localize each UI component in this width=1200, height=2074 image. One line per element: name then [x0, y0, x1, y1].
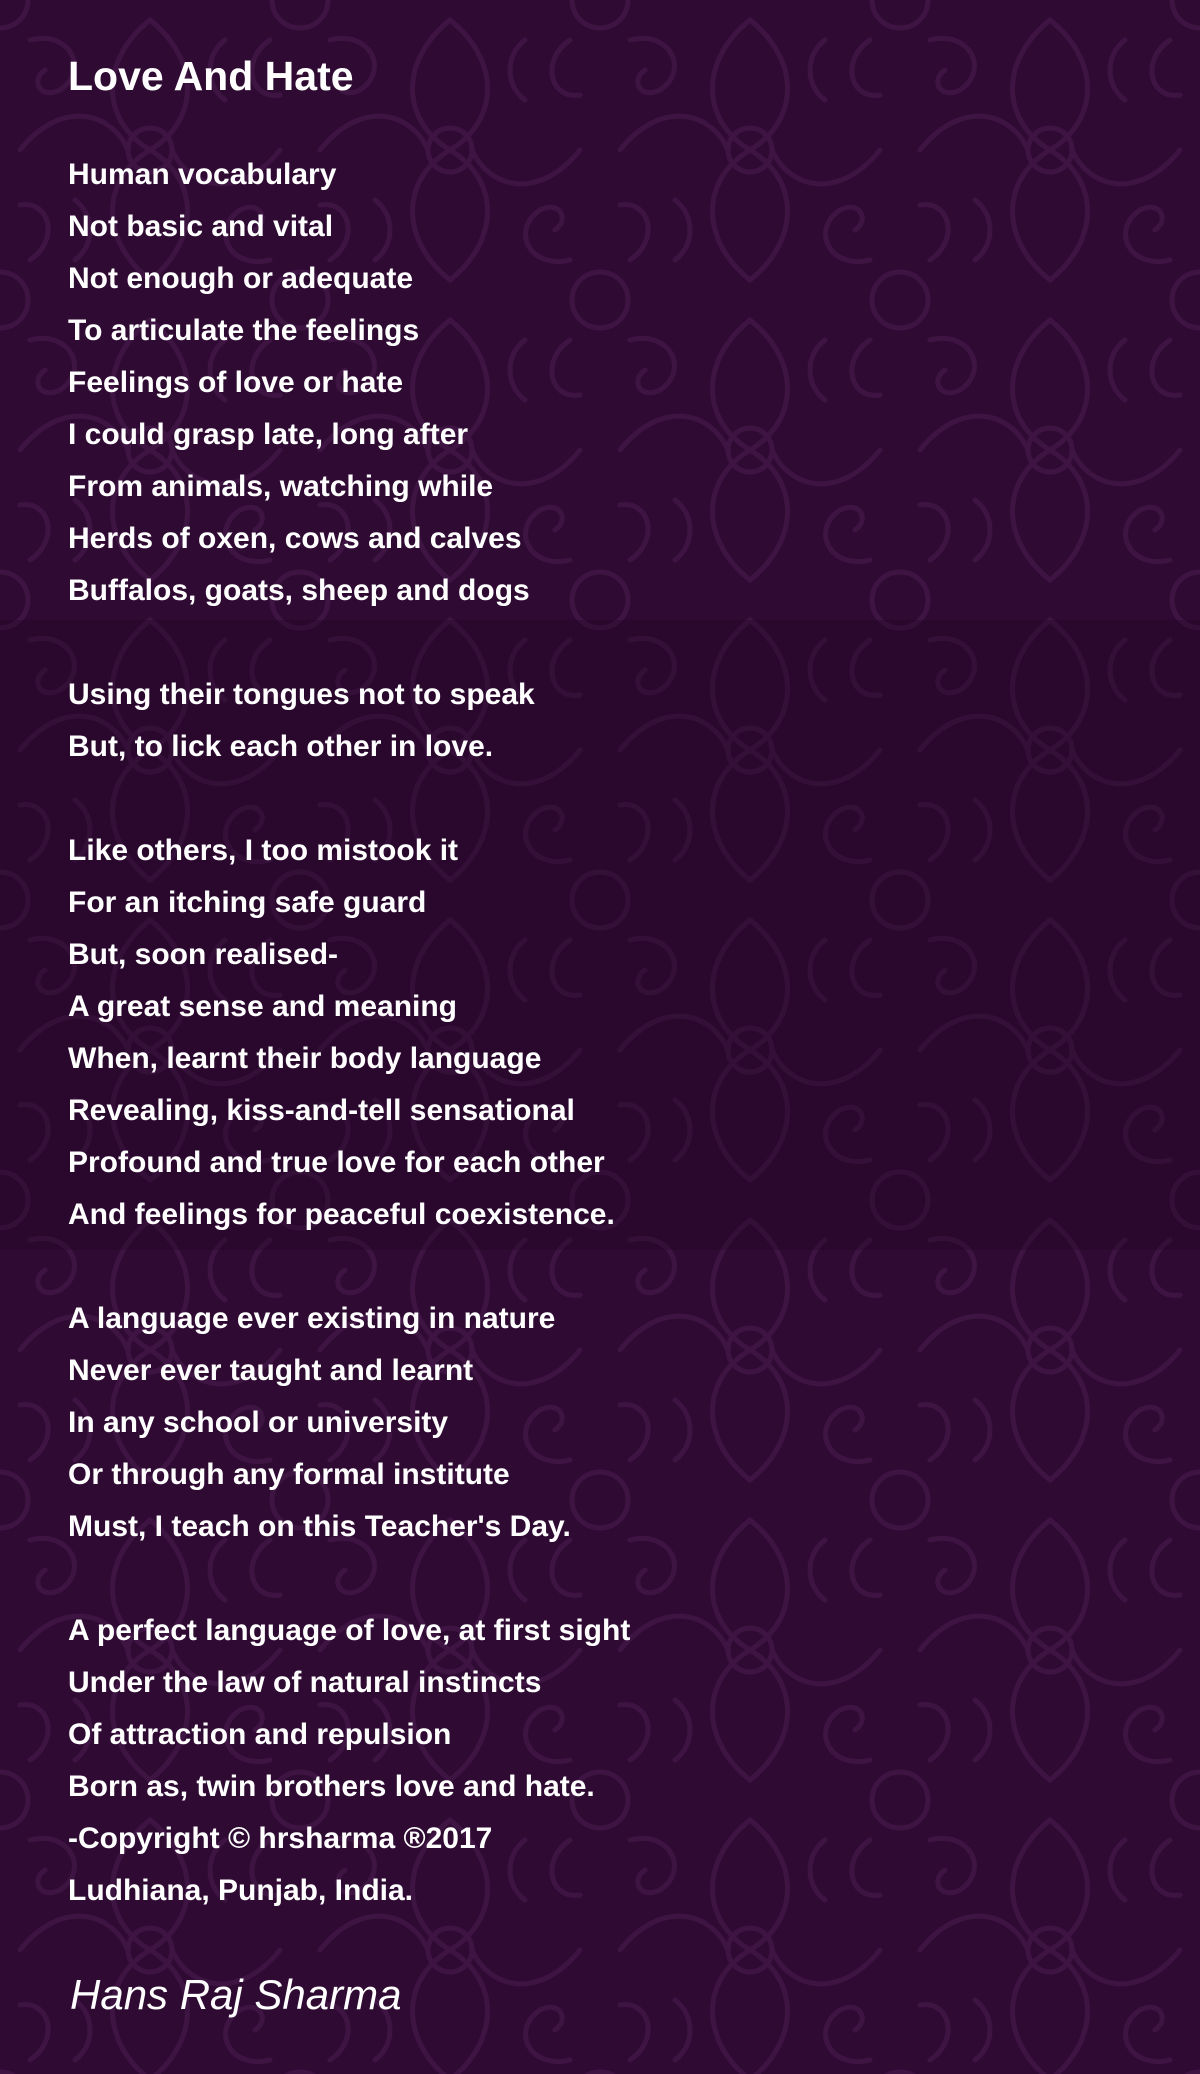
- poem-line: Must, I teach on this Teacher's Day.: [68, 1510, 571, 1543]
- poem-line: A language ever existing in nature: [68, 1302, 556, 1335]
- poem-line: Born as, twin brothers love and hate.: [68, 1770, 595, 1803]
- poem-line: And feelings for peaceful coexistence.: [68, 1198, 615, 1231]
- poem-line: Of attraction and repulsion: [68, 1718, 452, 1751]
- poem-line: Never ever taught and learnt: [68, 1354, 474, 1387]
- stanza-break: [68, 777, 630, 829]
- poem-line: Not enough or adequate: [68, 262, 413, 295]
- poem-line: Revealing, kiss-and-tell sensational: [68, 1094, 575, 1127]
- poem-line: Profound and true love for each other: [68, 1146, 605, 1179]
- poem-line: From animals, watching while: [68, 470, 494, 503]
- poem-line: Ludhiana, Punjab, India.: [68, 1874, 414, 1907]
- poem-line: But, to lick each other in love.: [68, 730, 494, 763]
- poem-line: -Copyright © hrsharma ®2017: [68, 1822, 493, 1855]
- poem-line: A perfect language of love, at first sight: [68, 1614, 631, 1647]
- poem-line: Human vocabulary: [68, 158, 337, 191]
- poem-line: Or through any formal institute: [68, 1458, 510, 1491]
- poem-line: Using their tongues not to speak: [68, 678, 535, 711]
- poem-line: I could grasp late, long after: [68, 418, 469, 451]
- stanza-break: [68, 1245, 630, 1297]
- poem-line: Not basic and vital: [68, 210, 334, 243]
- poem-line: Herds of oxen, cows and calves: [68, 522, 522, 555]
- poem-line: For an itching safe guard: [68, 886, 427, 919]
- poem-line: Buffalos, goats, sheep and dogs: [68, 574, 530, 607]
- poem-line: In any school or university: [68, 1406, 449, 1439]
- stanza-break: [68, 1557, 630, 1609]
- poem-line: A great sense and meaning: [68, 990, 458, 1023]
- stanza-break: [68, 621, 630, 673]
- poem-line: When, learnt their body language: [68, 1042, 542, 1075]
- poem-author: Hans Raj Sharma: [70, 1971, 402, 2018]
- poem-line: Like others, I too mistook it: [68, 834, 459, 867]
- poem-body: [68, 153, 630, 1921]
- poem-line: Under the law of natural instincts: [68, 1666, 542, 1699]
- poem-title: Love And Hate: [68, 53, 354, 99]
- poem-line: But, soon realised-: [68, 938, 339, 971]
- poem-line: To articulate the feelings: [68, 314, 420, 347]
- poem-line: Feelings of love or hate: [68, 366, 404, 399]
